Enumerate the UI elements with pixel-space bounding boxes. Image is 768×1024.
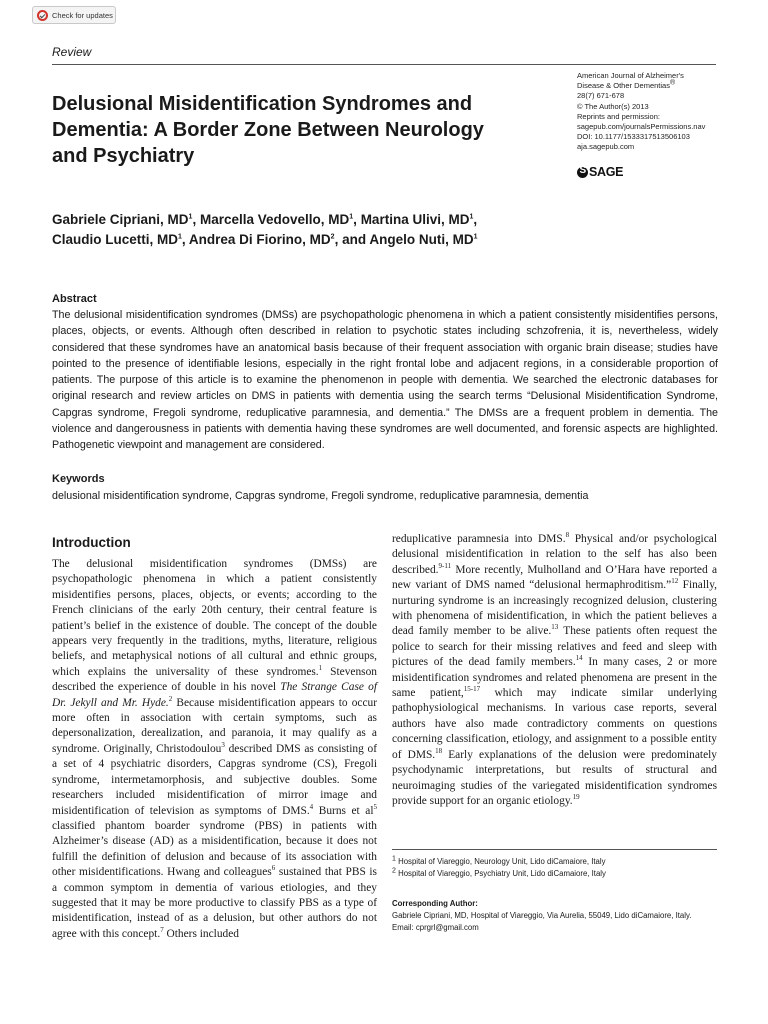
registered-mark: ® [669,79,676,87]
body-text-run: described DMS as consisting of a set of 4 psychiatric disorders, Capgras syndrome (CS), Fregoli syndrome, intermetamorphosis, and subjective doubles. Some researchers included misidentification of mirror image and misidentification of television as symptoms of DMS. [52,742,377,817]
body-text-run: In many cases, 2 or more misidentification syndromes and related phenomena are present in the same patient, [392,656,717,700]
body-text-run: Physical and/or psychological delusional misidentification in relation to the self has also been described. [392,533,717,576]
author-affiliation-mark: 1 [188,213,193,221]
author-affiliation-mark: 1 [473,233,478,241]
body-text-run: Finally, nurturing syndrome is an increasingly recognized delusion, clustering with phenomena of misidentification, in which the patient believes a dead family member to be alive. [392,579,717,638]
author-name: Andrea Di Fiorino, MD [188,232,331,247]
body-text-run: These patients often request the police to search for their missing relatives and feed and sleep with pictures of the dead family members. [392,625,718,669]
journal-meta [577,71,727,153]
journal-copyright: © The Author(s) 2013 [577,101,649,111]
author-separator: , [192,212,200,227]
body-column-right [392,532,717,809]
reference-citation: 2 [168,694,173,703]
article-title: Delusional Misidentification Syndromes and Dementia: A Border Zone Between Neurology and Psychiatry [52,93,484,167]
affiliation-text: Hospital of Viareggio, Psychiatry Unit, Lido diCamaiore, Italy [395,869,606,879]
author-name: Claudio Lucetti, MD [52,232,178,247]
reference-citation: 3 [221,741,225,750]
corresponding-author-heading: Corresponding Author: [392,899,478,908]
abstract-heading: Abstract [52,293,97,305]
body-text-run: Stevenson described the experience of double in his novel [52,665,377,694]
affiliation-number: 2 [392,867,396,875]
reference-citation: 13 [551,623,559,632]
body-text-run: sustained that PBS is a common symptom in dementia of various etiologies, and they suggested that it may be more productive to classify PBS as a type of misidentification, instead of as a delusion, but other authors do not agree with this concept. [52,866,377,940]
body-text-run: classified phantom boarder syndrome (PBS) in patients with Alzheimer’s disease (AD) as a misidentification, because it does not fulfill the definition of delusion and because of its association with other misidentifications. Hwang and colleagues [52,819,377,879]
journal-name-line2: Disease & Other Dementias® [577,79,676,91]
affiliation-line [392,856,717,868]
author-name: Angelo Nuti, MD [369,232,474,247]
reference-citation: 12 [671,577,679,586]
journal-reprints: Reprints and permission: [577,111,660,121]
affiliation-number: 1 [392,855,396,863]
body-column-left [52,557,377,942]
body-text-run: The delusional misidentification syndromes (DMSs) are psychopathologic phenomena in which a patient consistently misidentifies persons, places, objects, or events; according to the French clinicians of the early 20th century, their central feature is patient’s belief in the existence of double. The concept of the double appears very frequently in the traditions, myths, literature, religious beliefs, and metaphysical notions of all cultural and ethnic groups, which explains the universality of these syndromes. [52,558,377,678]
corresponding-author [392,898,717,935]
author-affiliation-mark: 1 [178,233,182,241]
reference-citation: 15-17 [463,685,481,694]
affiliation-text: Hospital of Viareggio, Neurology Unit, Lido diCamaiore, Italy [395,857,606,866]
author-name: Gabriele Cipriani, MD [52,212,189,227]
doi-link[interactable]: DOI: 10.1177/1533317513506103 [577,132,690,142]
author-separator: , [181,232,189,247]
permissions-link[interactable]: sagepub.com/journalsPermissions.nav [577,122,706,132]
footnote-divider [392,849,717,850]
body-text-run: More recently, Mulholland and O’Hara have reported a new variant of DMS named “delusional hermaphroditism.” [392,563,717,592]
keywords-heading: Keywords [52,473,105,485]
introduction-heading: Introduction [52,535,131,550]
abstract-text: The delusional misidentification syndromes (DMSs) are psychopathologic phenomena in which a patient consistently misidentifies persons, places, objects, or events. Although often described in relation to psychotic states including schzofrenia, it is, nevertheless, widely considered that these syndromes have an anatomical basis because of their frequent association with organic brain disease; studies have pointed to the presence of identifiable lesions, especially in the right frontal lobe and adjacent regions, in a considerable proportion of patients. The purpose of this article is to examine the phenomenon in people with dementia. We searched the electronic databases for original research and review articles on DMS in patients with dementia using the search terms “Delusional Misidentification Syndrome, Capgras syndrome, Fregoli syndrome, reduplicative paramnesia, and dementia.” The DMSs are a frequent problem in dementia. The violence and dangerousness in patients with dementia having these syndromes are well documented, and forensic aspects are highlighted. Pathogenetic viewpoint and management are considered. [52,309,718,452]
body-text-run: which may indicate similar underlying pathophysiological mechanisms. In various case reports, several authors have also made contradictory comments on questions concerning classification, etiology, and assignment to a possible entity of DMS. [392,687,717,761]
author-list [52,210,612,250]
reference-citation: 6 [271,864,276,873]
body-text-run: reduplicative paramnesia into DMS. [392,533,566,545]
book-title: The Strange Case of Dr. Jekyll and Mr. Hyde. [52,681,377,709]
corresponding-author-email[interactable]: Email: cprgrl@gmail.com [392,923,479,933]
check-updates-icon [37,10,48,21]
journal-site-link[interactable]: aja.sagepub.com [577,142,635,152]
section-label: Review [52,45,92,59]
author-affiliation-mark: 1 [349,213,354,221]
check-for-updates-label: Check for updates [52,10,113,20]
sage-logo-icon [577,167,588,178]
reference-citation: 5 [373,802,377,811]
reference-citation: 14 [575,654,583,663]
reference-citation: 18 [435,746,443,755]
author-separator: , and [334,232,370,247]
author-name: Martina Ulivi, MD [360,212,470,227]
affiliations [392,856,717,880]
journal-name-line1: American Journal of Alzheimer's [577,71,684,80]
author-name: Marcella Vedovello, MD [199,212,350,227]
sage-logo-text: SAGE [589,165,624,179]
check-for-updates-badge[interactable] [32,6,116,24]
author-affiliation-mark: 1 [469,213,474,221]
reference-citation: 8 [565,531,570,540]
body-text-run: Early explanations of the delusion were predominately psychodynamic interpretations, but results of structural and neuroimaging studies of the variegated misidentification syndromes provide support for an organic etiology. [392,748,717,807]
author-affiliation-mark: 2 [330,233,335,241]
header-divider [52,64,716,65]
reference-citation: 7 [160,925,164,934]
keywords-text: delusional misidentification syndrome, Capgras syndrome, Fregoli syndrome, reduplicative paramnesia, dementia [52,490,589,502]
body-text-run: Burns et al [313,804,374,817]
corresponding-author-address: Gabriele Cipriani, MD, Hospital of Viareggio, Via Aurelia, 55049, Lido diCamaiore, Italy. [392,911,692,921]
affiliation-line [392,868,717,880]
journal-volume: 28(7) 671-678 [577,91,625,101]
reference-citation: 9-11 [438,562,452,571]
body-text-run: Because misidentification appears to occur more often in association with certain symptoms, such as depersonalization, derealization, and paranoia, it may qualify as a syndrome. Originally, Christodoulou [52,696,377,755]
reference-citation: 1 [318,664,323,673]
body-text-run: Others included [163,927,239,940]
author-separator: , [353,212,361,227]
reference-citation: 4 [309,802,314,811]
author-separator: , [473,212,478,227]
reference-citation: 19 [572,793,580,802]
sage-logo [577,165,623,179]
